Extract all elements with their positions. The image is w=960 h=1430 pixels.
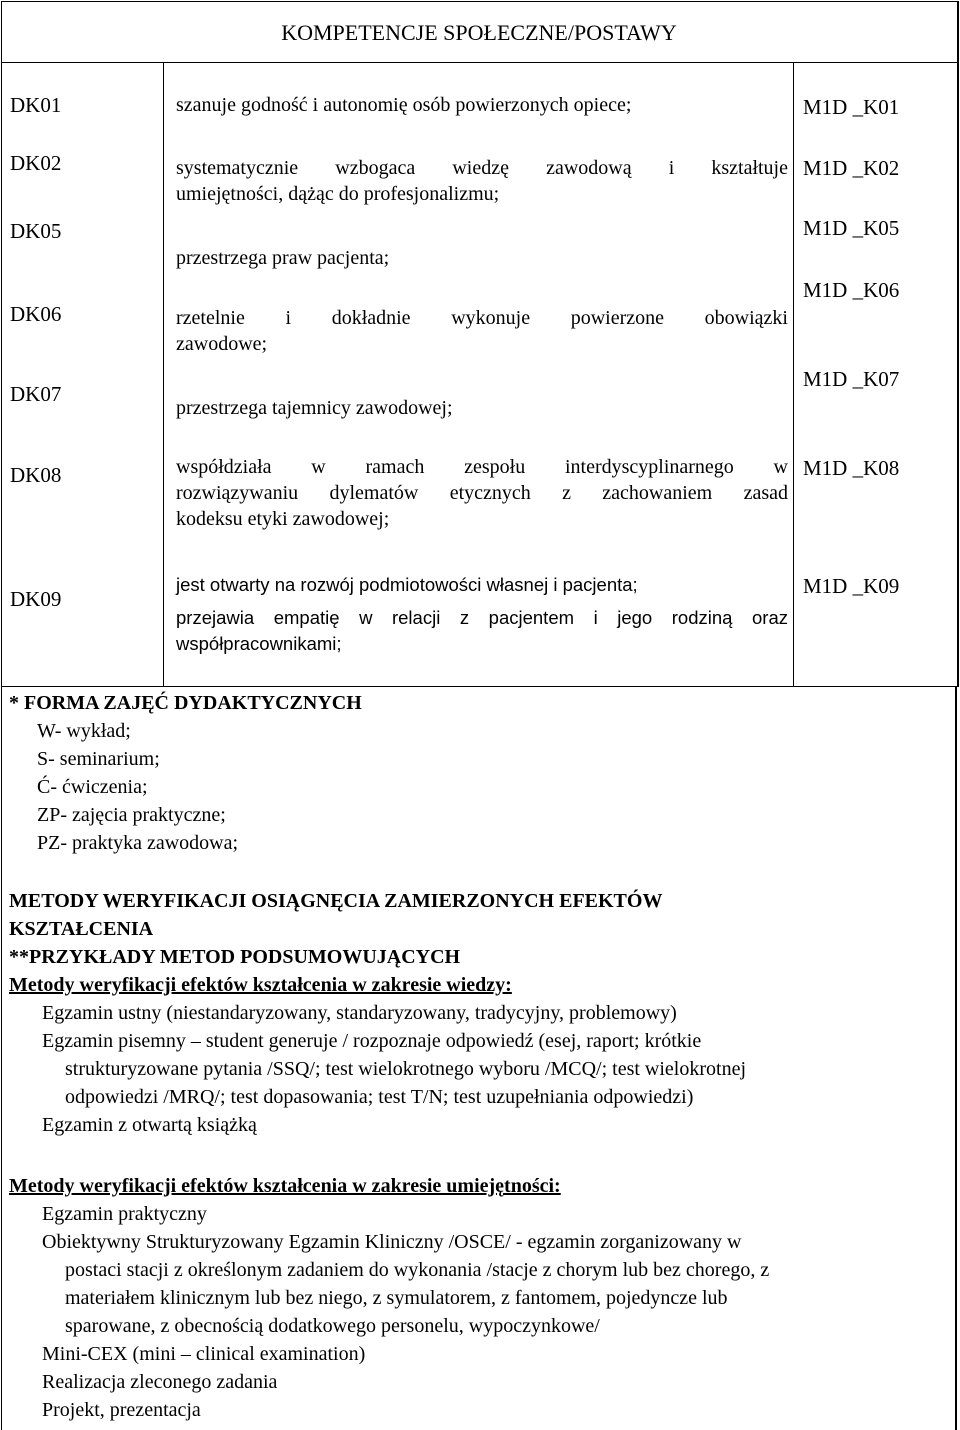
method-item: Mini-CEX (mini – clinical examination) [42, 1343, 366, 1365]
competence-code: DK05 [10, 219, 62, 243]
competence-description [176, 245, 788, 271]
description-line: kodeksu etyki zawodowej; [176, 508, 390, 530]
form-item: Ć- ćwiczenia; [37, 776, 148, 798]
competence-code: DK02 [10, 151, 62, 175]
method-item-continued: odpowiedzi /MRQ/; test dopasowania; test T/N; test uzupełniania odpowiedzi) [65, 1086, 694, 1108]
method-item-continued: sparowane, z obecnością dodatkowego personelu, wypoczynkowe/ [65, 1315, 600, 1337]
method-item-continued: materiałem klinicznym lub bez niego, z symulatorem, z fantomem, pojedyncze lub [65, 1287, 728, 1309]
methods-heading: METODY WERYFIKACJI OSIĄGNĘCIA ZAMIERZONYCH EFEKTÓW [9, 890, 663, 912]
learning-outcome-code: M1D _K05 [803, 216, 900, 240]
description-line: przestrzega praw pacjenta; [176, 247, 390, 269]
description-line: umiejętności, dążąc do profesjonalizmu; [176, 183, 500, 205]
learning-outcome-code: M1D _K07 [803, 367, 900, 391]
competence-code: DK09 [10, 587, 62, 611]
competence-code: DK08 [10, 463, 62, 487]
competence-description [176, 395, 788, 421]
method-item: Projekt, prezentacja [42, 1399, 201, 1421]
competence-description [176, 155, 788, 207]
method-item: Realizacja zleconego zadania [42, 1371, 278, 1393]
method-item-continued: postaci stacji z określonym zadaniem do wykonania /stacje z chorym lub bez chorego, z [65, 1259, 770, 1281]
competence-code: DK01 [10, 93, 62, 117]
competence-description [176, 305, 788, 357]
examples-heading: **PRZYKŁADY METOD PODSUMOWUJĄCYCH [9, 946, 461, 968]
method-item: Egzamin praktyczny [42, 1203, 207, 1225]
method-item: Egzamin pisemny – student generuje / rozpoznaje odpowiedź (esej, raport; krótkie [42, 1030, 702, 1052]
knowledge-heading: Metody weryfikacji efektów kształcenia w zakresie wiedzy: [9, 974, 512, 996]
competence-description [176, 92, 788, 118]
competence-description [176, 572, 788, 598]
forms-heading: * FORMA ZAJĘĆ DYDAKTYCZNYCH [9, 692, 362, 714]
description-line: współpracownikami; [176, 633, 342, 654]
description-line: przestrzega tajemnicy zawodowej; [176, 397, 453, 419]
competence-description [176, 605, 788, 657]
method-item: Obiektywny Strukturyzowany Egzamin Kliniczny /OSCE/ - egzamin zorganizowany w [42, 1231, 742, 1253]
description-line: rozwiązywaniu dylematów etycznych z zachowaniem zasad [176, 482, 788, 504]
learning-outcome-code: M1D _K08 [803, 456, 900, 480]
method-item: Egzamin z otwartą książką [42, 1114, 257, 1136]
description-line: zawodowe; [176, 333, 268, 355]
column-divider [793, 62, 794, 687]
competence-code: DK06 [10, 302, 62, 326]
learning-outcome-code: M1D _K09 [803, 574, 900, 598]
learning-outcome-code: M1D _K01 [803, 95, 900, 119]
description-line: przejawia empatię w relacji z pacjentem i jego rodziną oraz [176, 607, 788, 628]
description-line: współdziała w ramach zespołu interdyscyplinarnego w [176, 456, 788, 478]
description-line: rzetelnie i dokładnie wykonuje powierzone obowiązki [176, 307, 788, 329]
method-item: Egzamin ustny (niestandaryzowany, standaryzowany, tradycyjny, problemowy) [42, 1002, 677, 1024]
description-line: jest otwarty na rozwój podmiotowości własnej i pacjenta; [176, 574, 638, 595]
form-item: W- wykład; [37, 720, 131, 742]
section-title: KOMPETENCJE SPOŁECZNE/POSTAWY [281, 20, 677, 45]
verification-methods [9, 887, 939, 1139]
methods-heading: KSZTAŁCENIA [9, 918, 154, 940]
competence-description [176, 454, 788, 532]
description-line: szanuje godność i autonomię osób powierzonych opiece; [176, 94, 632, 116]
form-item: PZ- praktyka zawodowa; [37, 832, 239, 854]
method-item-continued: strukturyzowane pytania /SSQ/; test wielokrotnego wyboru /MCQ/; test wielokrotnej [65, 1058, 747, 1080]
page-border-left [1, 686, 2, 1430]
page-border-right [955, 686, 957, 1430]
column-divider [163, 62, 164, 687]
form-item: S- seminarium; [37, 748, 160, 770]
forms-of-classes [9, 689, 939, 857]
skills-heading: Metody weryfikacji efektów kształcenia w zakresie umiejętności: [9, 1175, 561, 1197]
form-item: ZP- zajęcia praktyczne; [37, 804, 226, 826]
learning-outcome-code: M1D _K02 [803, 156, 900, 180]
skills-methods [9, 1172, 939, 1424]
learning-outcome-code: M1D _K06 [803, 278, 900, 302]
description-line: systematycznie wzbogaca wiedzę zawodową i kształtuje [176, 157, 788, 179]
competence-code: DK07 [10, 382, 62, 406]
